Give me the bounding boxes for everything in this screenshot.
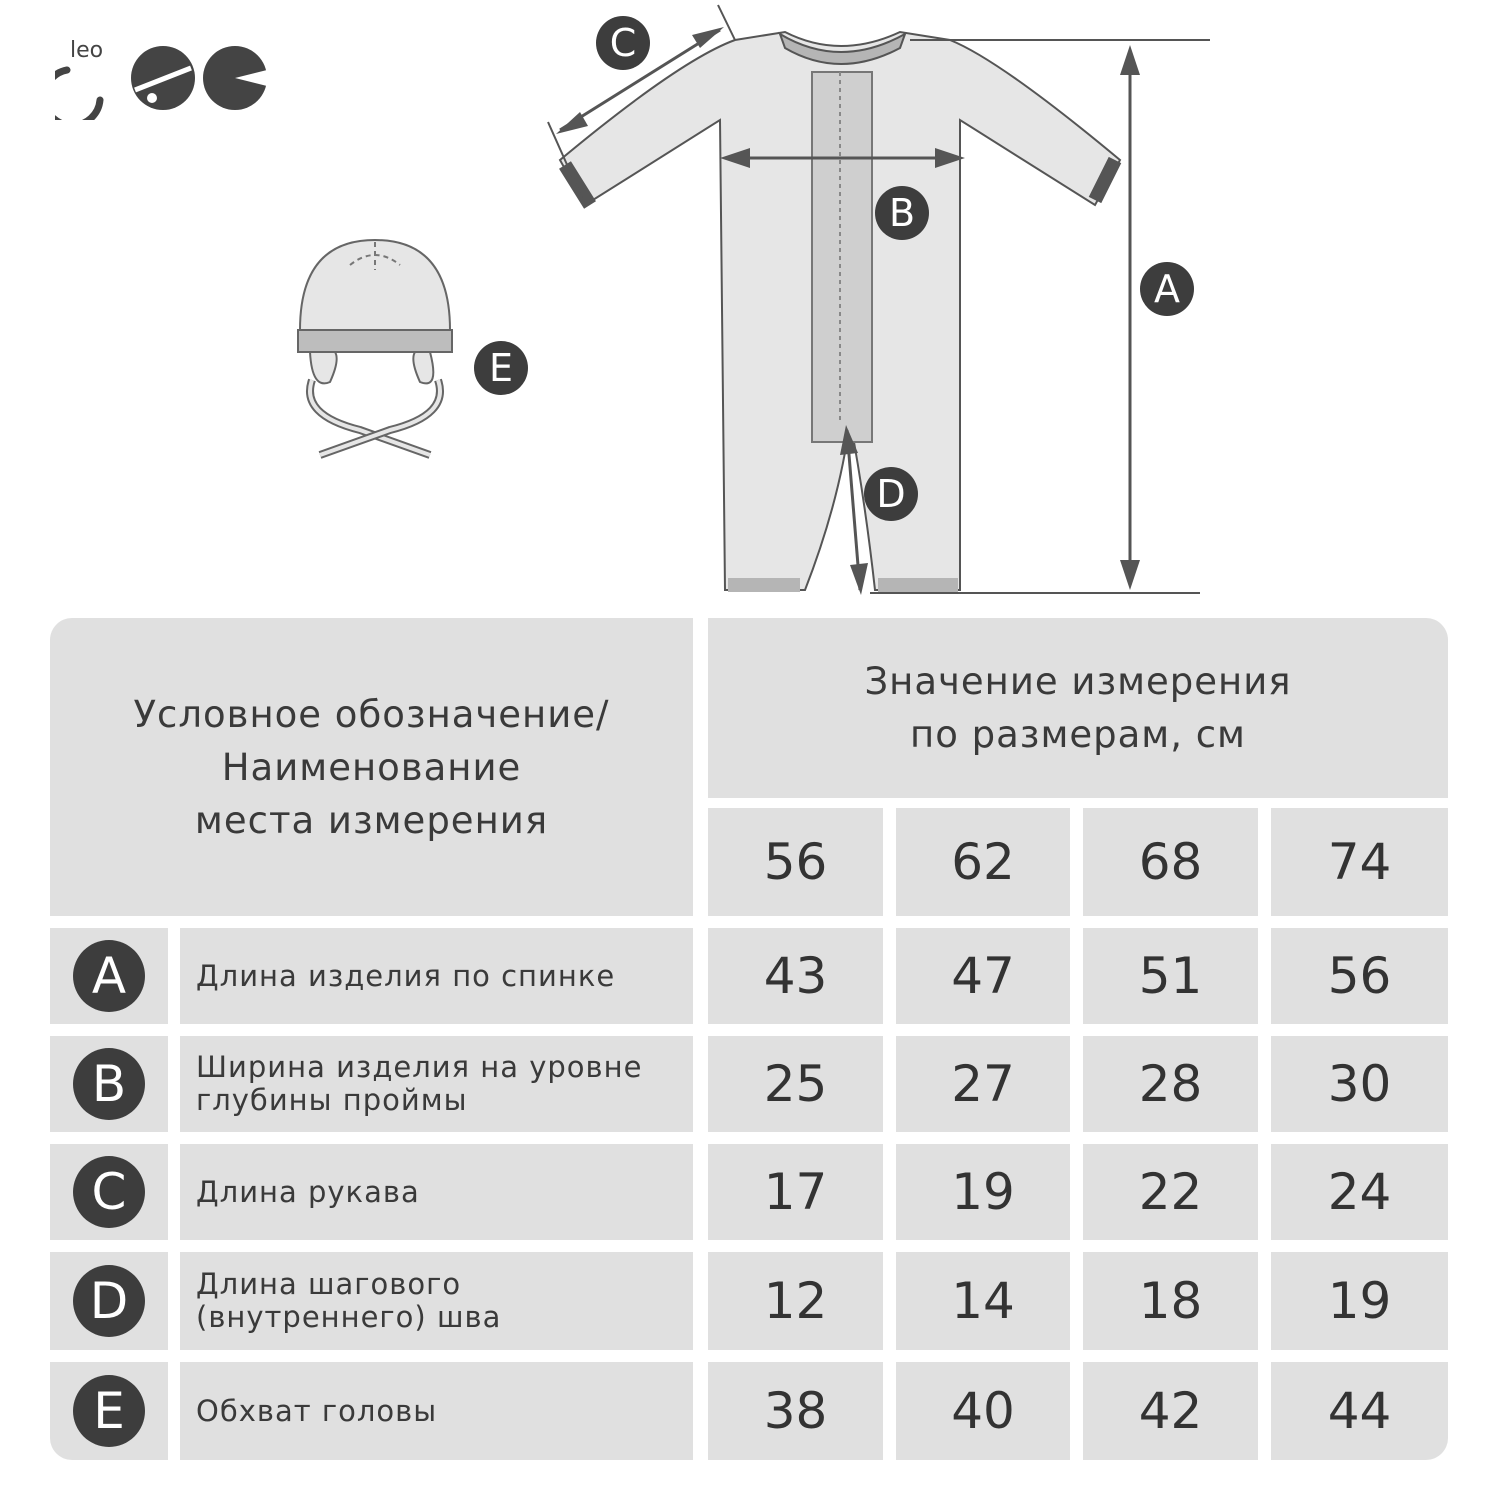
code-badge: C xyxy=(73,1156,145,1228)
value-cell: 14 xyxy=(896,1252,1070,1350)
code-badge: E xyxy=(73,1375,145,1447)
row-code-cell xyxy=(50,928,168,1024)
label-a: A xyxy=(1140,262,1194,316)
size-header: 62 xyxy=(896,808,1070,916)
size-header: 68 xyxy=(1083,808,1258,916)
row-name-cell xyxy=(180,1144,693,1240)
row-name-line: (внутреннего) шва xyxy=(196,1300,502,1334)
value-cell: 19 xyxy=(896,1144,1070,1240)
header-left-line-2: Наименование xyxy=(221,745,522,789)
code-badge: A xyxy=(73,940,145,1012)
value-cell: 51 xyxy=(1083,928,1258,1024)
label-b: B xyxy=(875,186,929,240)
value-cell: 12 xyxy=(708,1252,883,1350)
header-left-line-1: Условное обозначение/ xyxy=(133,692,610,736)
value-cell: 47 xyxy=(896,928,1070,1024)
hat-illustration xyxy=(290,230,470,470)
value-cell: 42 xyxy=(1083,1362,1258,1460)
brand-name: leo xyxy=(70,38,104,63)
value-cell: 25 xyxy=(708,1036,883,1132)
value-cell: 27 xyxy=(896,1036,1070,1132)
header-right-line-2: по размерам, см xyxy=(910,713,1246,756)
code-badge: D xyxy=(73,1265,145,1337)
label-e: E xyxy=(474,341,528,395)
header-right-line-1: Значение измерения xyxy=(864,660,1292,703)
row-code-cell xyxy=(50,1362,168,1460)
row-name-line: Длина шагового xyxy=(196,1267,462,1301)
label-c: C xyxy=(596,16,650,70)
value-cell: 44 xyxy=(1271,1362,1448,1460)
row-name-cell xyxy=(180,1036,693,1132)
code-badge: B xyxy=(73,1048,145,1120)
row-name-line: Ширина изделия на уровне xyxy=(196,1050,643,1084)
value-cell: 18 xyxy=(1083,1252,1258,1350)
logo-mark xyxy=(55,40,275,120)
row-code-cell xyxy=(50,1252,168,1350)
value-cell: 17 xyxy=(708,1144,883,1240)
row-name-cell xyxy=(180,928,693,1024)
row-name-line: Длина рукава xyxy=(196,1174,420,1209)
row-name-line: глубины проймы xyxy=(196,1083,468,1117)
value-cell: 28 xyxy=(1083,1036,1258,1132)
header-left-line-3: места измерения xyxy=(194,798,549,842)
value-cell: 24 xyxy=(1271,1144,1448,1240)
size-header: 74 xyxy=(1271,808,1448,916)
value-cell: 19 xyxy=(1271,1252,1448,1350)
label-d: D xyxy=(864,467,918,521)
row-code-cell xyxy=(50,1036,168,1132)
value-cell: 43 xyxy=(708,928,883,1024)
size-header: 56 xyxy=(708,808,883,916)
row-name-line: Обхват головы xyxy=(196,1393,438,1428)
value-cell: 38 xyxy=(708,1362,883,1460)
value-cell: 22 xyxy=(1083,1144,1258,1240)
row-code-cell xyxy=(50,1144,168,1240)
row-name-line: Длина изделия по спинке xyxy=(196,958,616,993)
header-measurement-name xyxy=(50,618,693,916)
row-name-cell xyxy=(180,1362,693,1460)
header-measurement-value xyxy=(708,618,1448,798)
value-cell: 40 xyxy=(896,1362,1070,1460)
value-cell: 30 xyxy=(1271,1036,1448,1132)
row-name-cell xyxy=(180,1252,693,1350)
value-cell: 56 xyxy=(1271,928,1448,1024)
